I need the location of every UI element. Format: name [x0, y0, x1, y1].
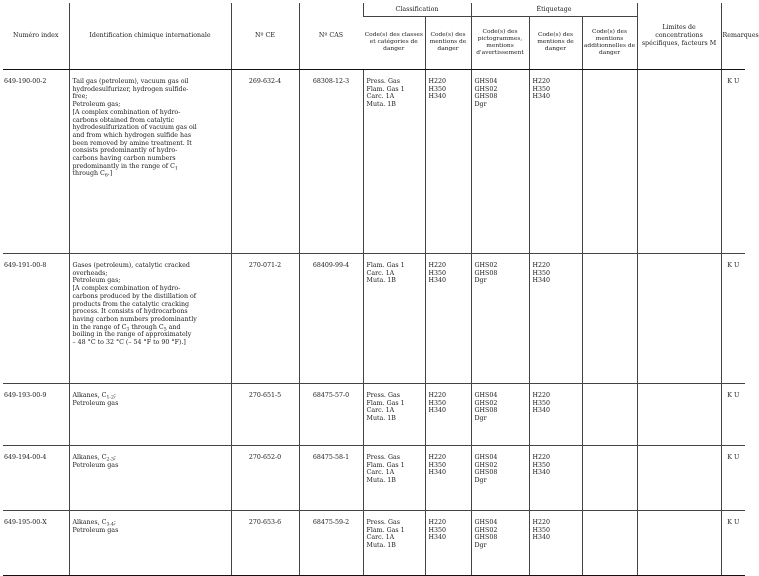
concentration-limits [637, 446, 721, 511]
table-row [3, 254, 745, 384]
chemical-name: Tail gas (petroleum), vacuum gas oil hydrodesulfurizer, hydrogen sulfide- free; Petroleum gas; [A complex combination of hydro- carbons obtained from catalytic hydrodesulfurization of vacuum gas oil and from which hydrogen sulfide has been removed by amine treatment. It consists predominantly of hydro- carbons having carbon numbers predominantly in the range of $C_1$ through $C_6$.] [69, 70, 231, 254]
hazard-statement-codes: H220 H350 H340 [425, 70, 471, 254]
chemical-name: Alkanes, $C_{2-3}$; Petroleum gas [69, 446, 231, 511]
pictogram-codes: GHS04 GHS02 GHS08 Dgr [471, 511, 529, 576]
ec-number: 270-653-6 [231, 511, 299, 576]
supplementary-hazard-codes [582, 511, 637, 576]
concentration-limits [637, 70, 721, 254]
ec-number: 270-651-5 [231, 384, 299, 446]
header-ec-number: Nº CE [231, 3, 299, 70]
index-number: 649-194-00-4 [3, 446, 69, 511]
label-hazard-statement-codes: H220 H350 H340 [529, 446, 582, 511]
cas-number: 68409-99-4 [299, 254, 363, 384]
supplementary-hazard-codes [582, 384, 637, 446]
cas-number: 68475-57-0 [299, 384, 363, 446]
header-hazard-class-codes: Code(s) des classes et catégories de danger [363, 16, 425, 69]
header-hazard-statement-codes: Code(s) des mentions de danger [425, 16, 471, 69]
header-cas-number: Nº CAS [299, 3, 363, 70]
label-hazard-statement-codes: H220 H350 H340 [529, 254, 582, 384]
supplementary-hazard-codes [582, 254, 637, 384]
cas-number: 68475-59-2 [299, 511, 363, 576]
table-row [3, 511, 745, 576]
hazard-class-codes: Flam. Gas 1 Carc. 1A Muta. 1B [363, 254, 425, 384]
pictogram-codes: GHS02 GHS08 Dgr [471, 254, 529, 384]
index-number: 649-195-00-X [3, 511, 69, 576]
hazard-statement-codes: H220 H350 H340 [425, 511, 471, 576]
chemical-name: Alkanes, $C_{1-2}$; Petroleum gas [69, 384, 231, 446]
table-row [3, 384, 745, 446]
ec-number: 270-652-0 [231, 446, 299, 511]
supplementary-hazard-codes [582, 70, 637, 254]
label-hazard-statement-codes: H220 H350 H340 [529, 511, 582, 576]
hazard-class-codes: Press. Gas Flam. Gas 1 Carc. 1A Muta. 1B [363, 70, 425, 254]
chemical-name: Alkanes, $C_{3-4}$; Petroleum gas [69, 511, 231, 576]
hazard-statement-codes: H220 H350 H340 [425, 384, 471, 446]
index-number: 649-193-00-9 [3, 384, 69, 446]
pictogram-codes: GHS04 GHS02 GHS08 Dgr [471, 70, 529, 254]
header-pictogram-codes: Code(s) des pictogrammes, mentions d'avertissement [471, 16, 529, 69]
cas-number: 68308-12-3 [299, 70, 363, 254]
concentration-limits [637, 254, 721, 384]
hazard-class-codes: Press. Gas Flam. Gas 1 Carc. 1A Muta. 1B [363, 384, 425, 446]
pictogram-codes: GHS04 GHS02 GHS08 Dgr [471, 446, 529, 511]
notes: K U [721, 254, 745, 384]
header-chemical-id: Identification chimique internationale [69, 3, 231, 70]
concentration-limits [637, 384, 721, 446]
table-body [3, 70, 745, 576]
header-labelling: Étiquetage [471, 3, 637, 16]
notes: K U [721, 70, 745, 254]
hazard-classification-table [3, 3, 759, 576]
header-concentration-limits: Limites de concentrations spécifiques, facteurs M [637, 3, 721, 70]
cas-number: 68475-58-1 [299, 446, 363, 511]
notes: K U [721, 384, 745, 446]
regulation-table-page [3, 3, 759, 576]
index-number: 649-191-00-8 [3, 254, 69, 384]
header-index-number: Numéro index [3, 3, 69, 70]
concentration-limits [637, 511, 721, 576]
ec-number: 269-632-4 [231, 70, 299, 254]
hazard-statement-codes: H220 H350 H340 [425, 254, 471, 384]
header-label-hazard-statement-codes: Code(s) des mentions de danger [529, 16, 582, 69]
header-notes: Remarques [721, 3, 745, 70]
hazard-statement-codes: H220 H350 H340 [425, 446, 471, 511]
notes: K U [721, 511, 745, 576]
header-classification: Classification [363, 3, 471, 16]
hazard-class-codes: Press. Gas Flam. Gas 1 Carc. 1A Muta. 1B [363, 511, 425, 576]
supplementary-hazard-codes [582, 446, 637, 511]
label-hazard-statement-codes: H220 H350 H340 [529, 384, 582, 446]
table-row [3, 70, 745, 254]
notes: K U [721, 446, 745, 511]
table-header [3, 3, 759, 70]
label-hazard-statement-codes: H220 H350 H340 [529, 70, 582, 254]
index-number: 649-190-00-2 [3, 70, 69, 254]
table-row [3, 446, 745, 511]
hazard-class-codes: Press. Gas Flam. Gas 1 Carc. 1A Muta. 1B [363, 446, 425, 511]
ec-number: 270-071-2 [231, 254, 299, 384]
chemical-name: Gases (petroleum), catalytic cracked overheads; Petroleum gas; [A complex combination of hydro- carbons produced by the distillation of products from the catalytic cracking process. It consists of hydrocarbons having carbon numbers predominantly in the range of $C_3$ through $C_5$ and boiling in the range of approximately – 48 °C to 32 °C (– 54 °F to 90 °F).] [69, 254, 231, 384]
header-supplementary-hazard-codes: Code(s) des mentions additionnelles de danger [582, 16, 637, 69]
pictogram-codes: GHS04 GHS02 GHS08 Dgr [471, 384, 529, 446]
